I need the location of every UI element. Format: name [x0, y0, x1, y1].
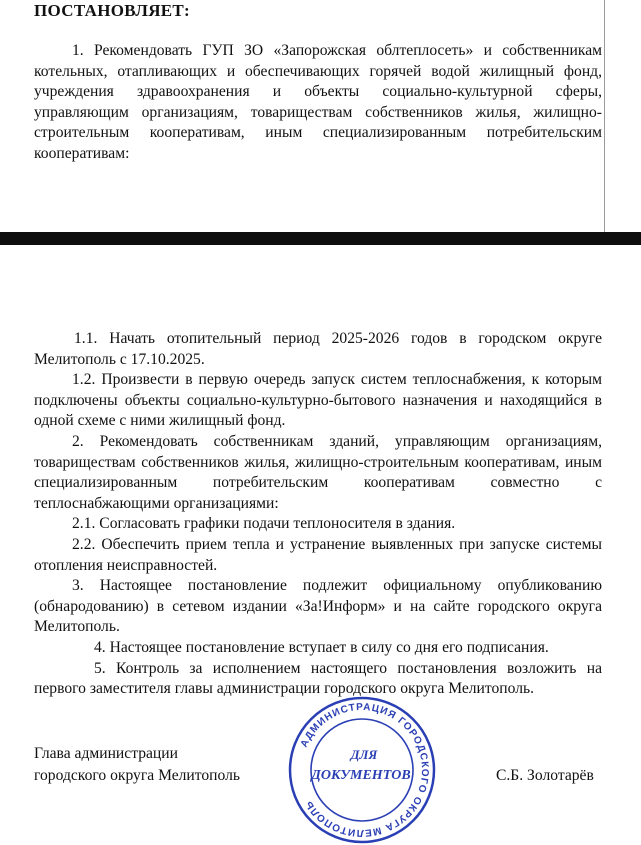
- paragraph-1: 1. Рекомендовать ГУП ЗО «Запорожская облтеплосеть» и собственникам котельных, отапливающих и обеспечивающих горячей водой жилищный фонд, учреждения здравоохранения и объекты социально-культурной сферы, управляющим организациям, товариществам собственников жилья, жилищно-строительным кооперативам, иным специализированным потребительским кооперативам:: [34, 42, 602, 162]
- page-break-divider: [0, 232, 641, 245]
- stamp-center-line-2: ДОКУМЕНТОВ: [311, 768, 411, 783]
- signatory-position-line-2: городского округа Мелитополь: [34, 767, 241, 784]
- document-body: [34, 329, 602, 700]
- signatory-name: С.Б. Золотарёв: [496, 767, 594, 784]
- paragraph-1-1: 1.1. Начать отопительный период 2025-2026 годов в городском округе Мелитополь с 17.10.2025.: [34, 330, 602, 368]
- paragraph-2-1: 2.1. Согласовать графики подачи теплоносителя в здания.: [72, 515, 456, 533]
- paragraph-1-2: 1.2. Произвести в первую очередь запуск систем теплоснабжения, к которым подключены объекты социально-культурно-бытового назначения и находящийся в одной схеме с ними жилищный фонд.: [34, 371, 602, 430]
- paragraph-4: 4. Настоящее постановление вступает в силу со дня его подписания.: [94, 638, 549, 656]
- paragraph-5: 5. Контроль за исполнением настоящего постановления возложить на первого заместителя главы администрации городского округа Мелитополь.: [34, 659, 602, 698]
- official-stamp: [287, 695, 437, 845]
- page-edge-line: [604, 0, 605, 232]
- stamp-center-line-1: ДЛЯ: [350, 747, 378, 762]
- paragraph-2-2: 2.2. Обеспечить прием тепла и устранение выявленных при запуске системы отопления неисправностей.: [34, 535, 602, 574]
- document-heading: ПОСТАНОВЛЯЕТ:: [34, 1, 191, 20]
- paragraph-2: 2. Рекомендовать собственникам зданий, управляющим организациям, товариществам собственников жилья, жилищно-строительным кооперативам, иным специализированным потребительским кооперативам совместно с теплоснабжающими организациями:: [34, 432, 602, 512]
- stamp-ring-text: АДМИНИСТРАЦИЯ ГОРОДСКОГО ОКРУГА МЕЛИТОПОЛЬ: [298, 701, 431, 839]
- signatory-position: [34, 743, 240, 787]
- paragraph-3: 3. Настоящее постановление подлежит официальному опубликованию (обнародованию) в сетевом издании «За!Информ» и на сайте городского округа Мелитополь.: [34, 577, 602, 636]
- signatory-position-line-1: Глава администрации: [34, 745, 178, 762]
